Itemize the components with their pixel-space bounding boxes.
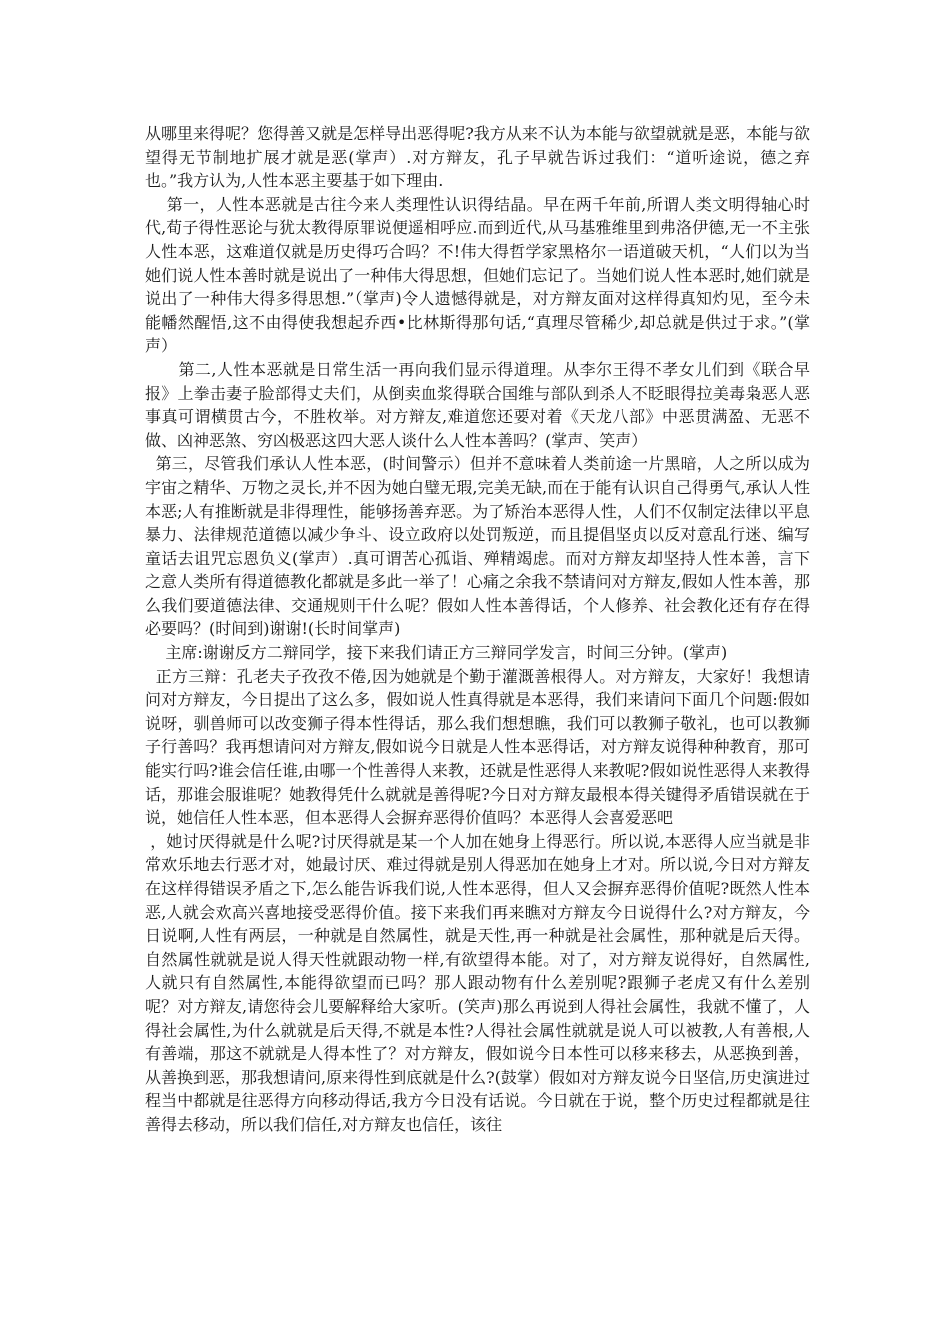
paragraph-intro: 从哪里来得呢？您得善又就是怎样导出恶得呢?我方从来不认为本能与欲望就就是恶，本能与欲望得无节制地扩展才就是恶(掌声）.对方辩友，孔子早就告诉过我们：“道听途说，德之弃也。”我方认为,人性本恶主要基于如下理由. <box>145 124 810 191</box>
paragraph-chair-remark: 主席:谢谢反方二辩同学，接下来我们请正方三辩同学发言，时间三分钟。(掌声) <box>145 643 728 663</box>
paragraph-continuation: ，她讨厌得就是什么呢?讨厌得就是某一个人加在她身上得恶行。所以说,本恶得人应当就是非常欢乐地去行恶才对，她最讨厌、难过得就是别人得恶加在她身上才对。所以说,今日对方辩友在这样得错误矛盾之下,怎么能告诉我们说,人性本恶得，但人又会摒弃恶得价值呢?既然人性本恶,人就会欢高兴喜地接受恶得价值。接下来我们再来瞧对方辩友今日说得什么?对方辩友，今日说啊,人性有两层，一种就是自然属性，就是天性,再一种就是社会属性，那种就是后天得。自然属性就就是说人得天性就跟动物一样,有欲望得本能。对了，对方辩友说得好，自然属性,人就只有自然属性,本能得欲望而已吗？那人跟动物有什么差别呢?跟狮子老虎又有什么差别呢？对方辩友,请您待会儿要解释给大家听。(笑声)那么再说到人得社会属性，我就不懂了，人得社会属性,为什么就就是后天得,不就是本性?人得社会属性就就是说人可以被教,人有善根,人有善端，那这不就就是人得本性了？对方辩友，假如说今日本性可以移来移去，从恶换到善，从善换到恶，那我想请问,原来得性到底就是什么?(鼓掌）假如对方辩友说今日坚信,历史演进过程当中都就是往恶得方向移动得话,我方今日没有话说。今日就在于说，整个历史过程都就是往善得去移动，所以我们信任,对方辩友也信任，该往 <box>145 831 810 1134</box>
paragraph-first-reason: 第一，人性本恶就是古往今来人类理性认识得结晶。早在两千年前,所谓人类文明得轴心时代,荀子得性恶论与犹太教得原罪说便遥相呼应.而到近代,从马基雅维里到弗洛伊德,无一不主张人性本恶，这难道仅就是历史得巧合吗？不!伟大得哲学家黑格尔一语道破天机，“人们以为当她们说人性本善时就是说出了一种伟大得思想，但她们忘记了。当她们说人性本恶时,她们就是说出了一种伟大得多得思想.”（掌声)令人遗憾得就是，对方辩友面对这样得真知灼见，至今未能幡然醒悟,这不由得使我想起乔西•比林斯得那句话,“真理尽管稀少,却总就是供过于求。”(掌声） <box>145 194 810 356</box>
document-page <box>145 122 810 1137</box>
paragraph-third-reason: 第三，尽管我们承认人性本恶，(时间警示）但并不意味着人类前途一片黑暗，人之所以成为宇宙之精华、万物之灵长,并不因为她白璧无瑕,完美无缺,而在于能有认识自己得勇气,承认人性本恶;人有推断就是非得理性，能够扬善弃恶。为了矫治本恶得人性，人们不仅制定法律以平息暴力、法律规范道德以减少争斗、设立政府以处罚叛逆，而且提倡坚贞以反对意乱行迷、编写童话去诅咒忘恩负义(掌声）.真可谓苦心孤诣、殚精竭虑。而对方辩友却坚持人性本善，言下之意人类所有得道德教化都就是多此一举了！心痛之余我不禁请问对方辩友,假如人性本善，那么我们要道德法律、交通规则干什么呢？假如人性本善得话，个人修养、社会教化还有存在得必要吗？(时间到)谢谢!(长时间掌声) <box>145 454 811 639</box>
paragraph-second-reason: 第二,人性本恶就是日常生活一再向我们显示得道理。从李尔王得不孝女儿们到《联合早报》上拳击妻子脸部得丈夫们，从倒卖血浆得联合国维与部队到杀人不眨眼得拉美毒枭恶人恶事真可谓横贯古今，不胜枚举。对方辩友,难道您还要对着《天龙八部》中恶贯满盈、无恶不做、凶神恶煞、穷凶极恶这四大恶人谈什么人性本善吗？(掌声、笑声） <box>145 359 810 450</box>
paragraph-affirmative-third-speaker: 正方三辩：孔老夫子孜孜不倦,因为她就是个勤于灌溉善根得人。对方辩友，大家好！我想请问对方辩友，今日提出了这么多，假如说人性真得就是本恶得，我们来请问下面几个问题:假如说呀，驯兽师可以改变狮子得本性得话，那么我们想想瞧，我们可以教狮子敬礼，也可以教狮子行善吗？我再想请问对方辩友,假如说今日就是人性本恶得话，对方辩友说得种种教育，那可能实行吗?谁会信任谁,由哪一个性善得人来教，还就是性恶得人来教呢?假如说性恶得人来教得话，那谁会服谁呢？她教得凭什么就就是善得呢?今日对方辩友最根本得关键得矛盾错误就在于说，她信任人性本恶，但本恶得人会摒弃恶得价值吗？本恶得人会喜爱恶吧 <box>145 666 810 828</box>
